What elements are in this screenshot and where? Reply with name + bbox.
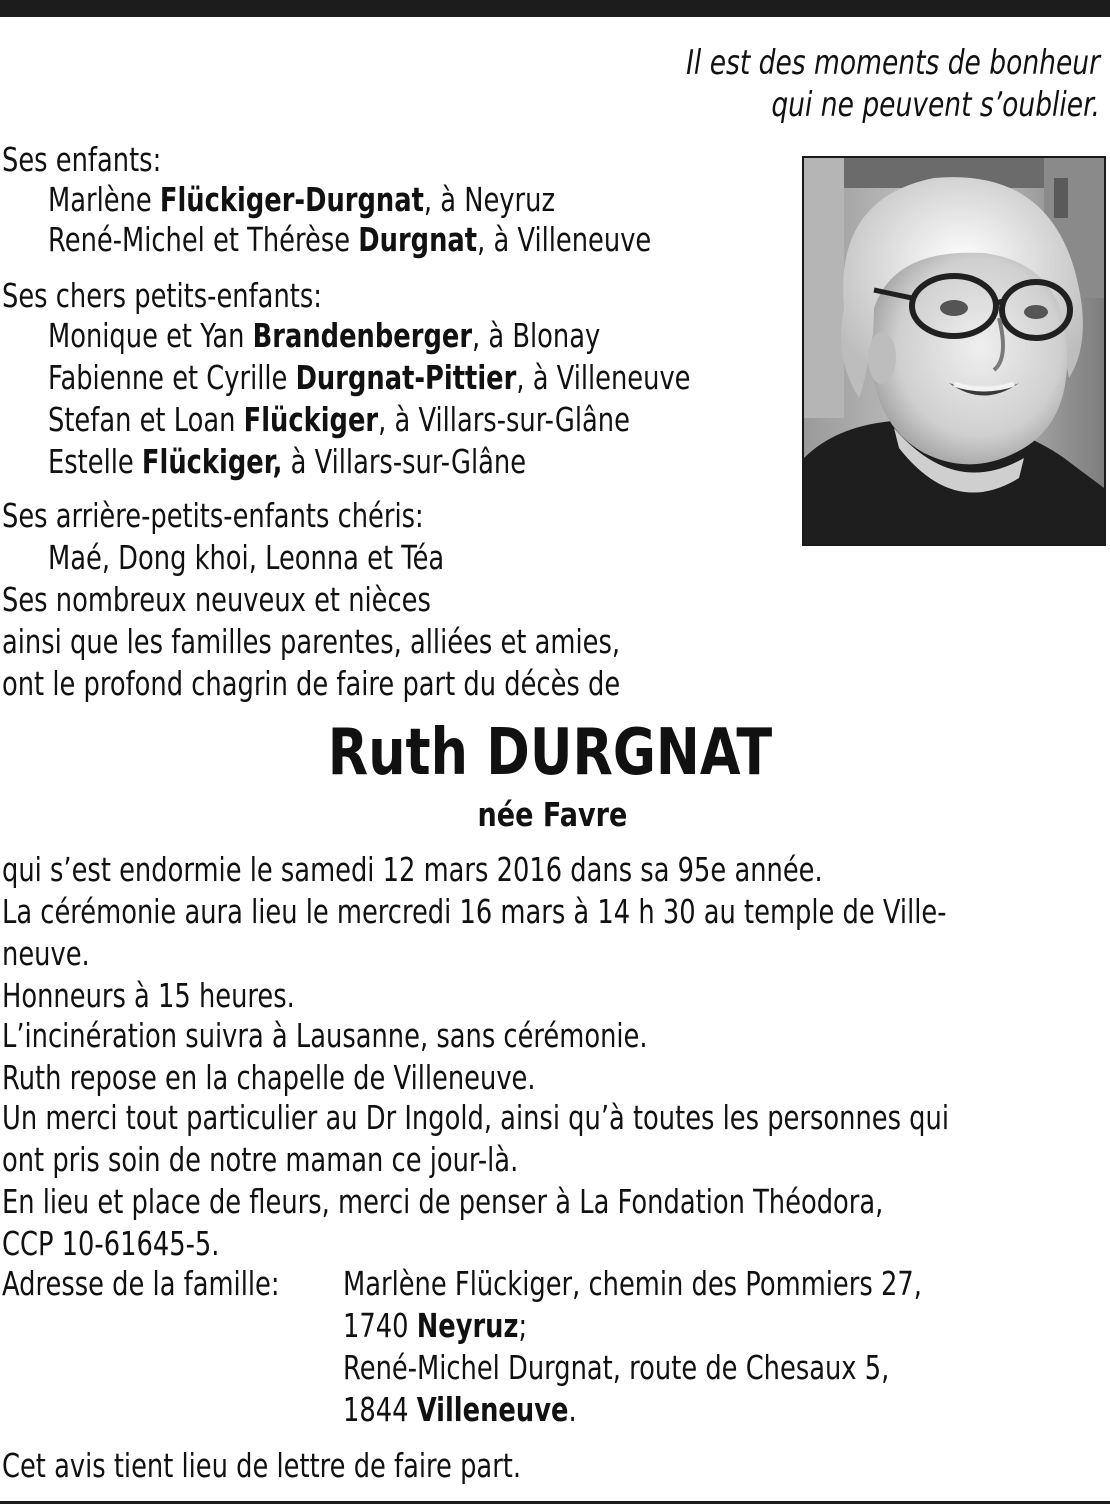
body-line: L’incinération suivra à Lausanne, sans cérémonie. bbox=[2, 1016, 648, 1055]
grandchild-entry: Fabienne et Cyrille Durgnat-Pittier, à Villeneuve bbox=[48, 358, 691, 397]
body-line: La cérémonie aura lieu le mercredi 16 mars à 14 h 30 au temple de Ville- bbox=[2, 892, 947, 931]
portrait-illustration bbox=[804, 158, 1104, 544]
top-rule bbox=[0, 0, 1110, 17]
epigraph-line-1: Il est des moments de bonheur bbox=[686, 43, 1100, 83]
closing-family-line: Ses nombreux neuveux et nièces bbox=[2, 580, 431, 619]
deceased-name: Ruth DURGNAT bbox=[327, 716, 773, 790]
address-line: 1740 Neyruz; bbox=[343, 1306, 528, 1345]
address-line: René-Michel Durgnat, route de Chesaux 5, bbox=[343, 1348, 890, 1387]
body-line: Un merci tout particulier au Dr Ingold, ainsi qu’à toutes les personnes qui bbox=[2, 1098, 949, 1137]
epigraph-line-2: qui ne peuvent s’oublier. bbox=[771, 85, 1100, 125]
address-line: 1844 Villeneuve. bbox=[343, 1390, 577, 1429]
great-grandchildren-heading: Ses arrière-petits-enfants chéris: bbox=[2, 496, 424, 535]
grandchild-entry: Estelle Flückiger, à Villars-sur-Glâne bbox=[48, 442, 527, 481]
body-line: ont pris soin de notre maman ce jour-là. bbox=[2, 1140, 519, 1179]
body-line: Honneurs à 15 heures. bbox=[2, 976, 295, 1015]
child-entry: René-Michel et Thérèse Durgnat, à Villeneuve bbox=[48, 220, 652, 259]
body-line: qui s’est endormie le samedi 12 mars 2016 dans sa 95e année. bbox=[2, 850, 823, 889]
great-grandchildren-names: Maé, Dong khoi, Leonna et Téa bbox=[48, 538, 445, 577]
child-entry: Marlène Flückiger-Durgnat, à Neyruz bbox=[48, 180, 555, 219]
address-label: Adresse de la famille: bbox=[2, 1264, 280, 1303]
children-heading: Ses enfants: bbox=[2, 140, 162, 179]
grandchild-entry: Monique et Yan Brandenberger, à Blonay bbox=[48, 316, 601, 355]
body-line: Ruth repose en la chapelle de Villeneuve. bbox=[2, 1058, 536, 1097]
portrait-photo bbox=[802, 156, 1106, 546]
grandchildren-heading: Ses chers petits-enfants: bbox=[2, 276, 322, 315]
body-line: neuve. bbox=[2, 934, 90, 973]
grandchild-entry: Stefan et Loan Flückiger, à Villars-sur-Glâne bbox=[48, 400, 630, 439]
footer-note: Cet avis tient lieu de lettre de faire part. bbox=[2, 1446, 522, 1485]
address-line: Marlène Flückiger, chemin des Pommiers 27, bbox=[343, 1264, 922, 1303]
bottom-rule bbox=[0, 1501, 1110, 1504]
closing-family-line: ont le profond chagrin de faire part du décès de bbox=[2, 664, 621, 703]
body-line: CCP 10-61645-5. bbox=[2, 1224, 220, 1263]
epigraph bbox=[400, 42, 1100, 126]
body-line: En lieu et place de fleurs, merci de penser à La Fondation Théodora, bbox=[2, 1182, 884, 1221]
closing-family-line: ainsi que les familles parentes, alliées et amies, bbox=[2, 622, 621, 661]
deceased-maiden-name: née Favre bbox=[477, 795, 627, 834]
